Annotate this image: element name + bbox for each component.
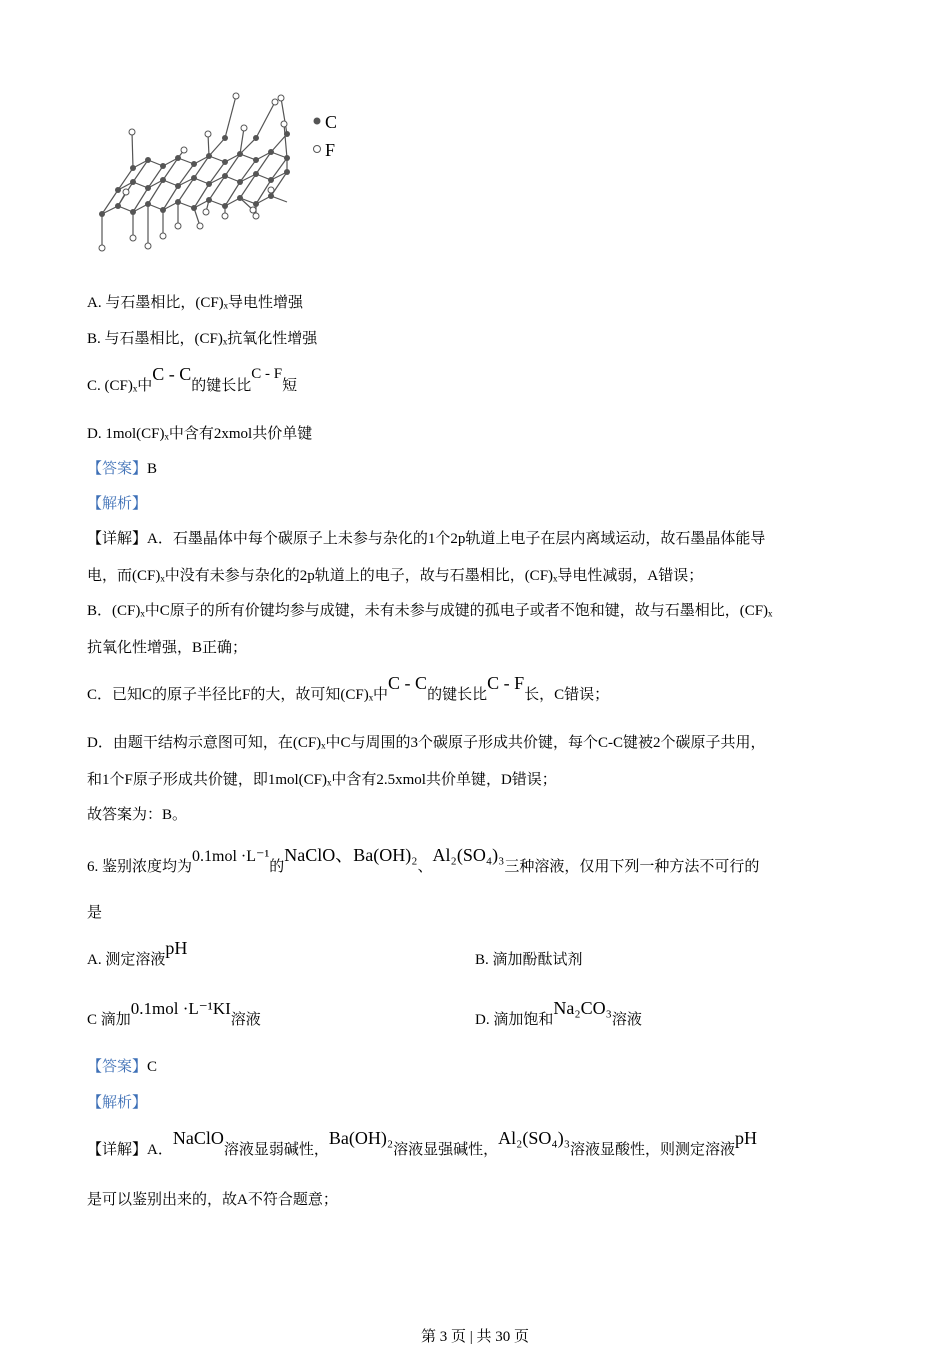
page-footer: 第 3 页 | 共 30 页 (420, 1329, 529, 1345)
stem-text: 、 (417, 859, 433, 875)
carbon-legend-icon (314, 118, 321, 125)
solutions-1: NaClO、Ba(OH)₂ (284, 845, 418, 865)
answer-value: B (147, 461, 158, 477)
detail-text: 长，C错误； (524, 687, 610, 703)
answer-tag: 【答案】 (87, 461, 148, 477)
q5-detail-line-1 (87, 527, 765, 548)
detail-text: A．石墨晶体中每个碳原子上未参与杂化的1个2p轨道上电子在层内离域运动，故石墨晶体能导 (147, 531, 766, 547)
detail-tag: 【详解】 (87, 531, 148, 547)
detail-text: 溶液显强碱性， (393, 1142, 499, 1158)
q5-detail-line-3: B．(CF)ₓ中C原子的所有价键均参与成键，未有未参与成键的孤电子或者不饱和键，故与石墨相比，(CF)ₓ (87, 603, 773, 619)
cf-structure-figure (88, 88, 348, 268)
q6-answer (87, 1055, 157, 1076)
fluorine-legend-icon (314, 146, 321, 153)
q5-detail-line-5 (87, 673, 610, 704)
q6-option-a (87, 938, 188, 969)
q5-answer (87, 457, 157, 478)
q5-option-c-post: 短 (282, 378, 298, 394)
q5-detail-line-4: 抗氧化性增强，B正确； (87, 640, 248, 656)
option-text: 溶液 (611, 1012, 642, 1028)
q6-option-d (475, 998, 642, 1029)
ph-term: pH (165, 938, 188, 958)
baoh2-term: Ba(OH)₂ (328, 1128, 394, 1148)
answer-value: C (147, 1059, 158, 1075)
concentration: 0.1mol ·L⁻¹ (192, 848, 270, 865)
q6-stem-line-1 (87, 845, 760, 877)
option-text: D. 滴加饱和 (475, 1012, 554, 1028)
answer-tag: 【答案】 (87, 1059, 148, 1075)
q5-detail-line-6: D．由题干结构示意图可知，在(CF)ₓ中C与周围的3个碳原子形成共价键，每个C-C键被2个碳原子共用， (87, 735, 766, 751)
q6-detail-line-1 (87, 1128, 757, 1159)
ki-term: 0.1mol ·L⁻¹KI (130, 999, 231, 1018)
q6-option-c (87, 999, 261, 1029)
solutions-2: Al₂(SO₄)₃ (432, 845, 505, 865)
option-text: C 滴加 (87, 1012, 131, 1028)
option-text: 溶液 (230, 1012, 261, 1028)
detail-text: 溶液显酸性，则测定溶液 (569, 1142, 735, 1158)
q6-analysis-tag: 【解析】 (87, 1095, 148, 1111)
detail-text: A． (147, 1142, 173, 1158)
q5-conclusion: 故答案为：B。 (87, 807, 188, 823)
q5-analysis-tag: 【解析】 (87, 496, 148, 512)
bond-cf: C - F (487, 673, 525, 693)
q5-option-d: D. 1mol(CF)ₓ中含有2xmol共价单键 (87, 426, 313, 442)
ph-term: pH (735, 1128, 757, 1148)
legend-c-label: C (325, 112, 338, 132)
stem-text: 的 (269, 859, 285, 875)
q6-option-b: B. 滴加酚酞试剂 (475, 952, 583, 968)
q5-option-c-pre: C. (CF)ₓ中 (87, 378, 153, 394)
q6-stem-line-2: 是 (87, 905, 103, 921)
bond-cc: C - C (388, 673, 428, 693)
naclo-term: NaClO (172, 1128, 224, 1148)
q5-option-b: B. 与石墨相比，(CF)ₓ抗氧化性增强 (87, 331, 318, 347)
na2co3-term: Na₂CO₃ (553, 998, 612, 1018)
q6-detail-line-2: 是可以鉴别出来的，故A不符合题意； (87, 1192, 338, 1208)
option-text: A. 测定溶液 (87, 952, 166, 968)
q5-option-c-bond1: C - C (152, 364, 192, 384)
q5-option-c (87, 364, 298, 395)
detail-text: 溶液显弱碱性， (223, 1142, 329, 1158)
q5-detail-line-7: 和1个F原子形成共价键，即1mol(CF)ₓ中含有2.5xmol共价单键，D错误； (87, 772, 557, 788)
legend-f-label: F (325, 140, 336, 160)
q5-option-c-bond2: C - F (251, 366, 283, 382)
al2so43-term: Al₂(SO₄)₃ (498, 1128, 570, 1148)
stem-text: 6. 鉴别浓度均为 (87, 859, 193, 875)
detail-text: 的键长比 (427, 687, 488, 703)
q5-detail-line-2: 电，而(CF)ₓ中没有未参与杂化的2p轨道上的电子，故与石墨相比，(CF)ₓ导电性减弱，A错误； (87, 568, 704, 584)
detail-text: C．已知C的原子半径比F的大，故可知(CF)ₓ中 (87, 687, 389, 703)
q5-option-c-mid: 的键长比 (191, 378, 252, 394)
q5-option-a: A. 与石墨相比，(CF)ₓ导电性增强 (87, 295, 304, 311)
stem-text: 三种溶液，仅用下列一种方法不可行的 (504, 859, 760, 875)
detail-tag: 【详解】 (87, 1142, 148, 1158)
